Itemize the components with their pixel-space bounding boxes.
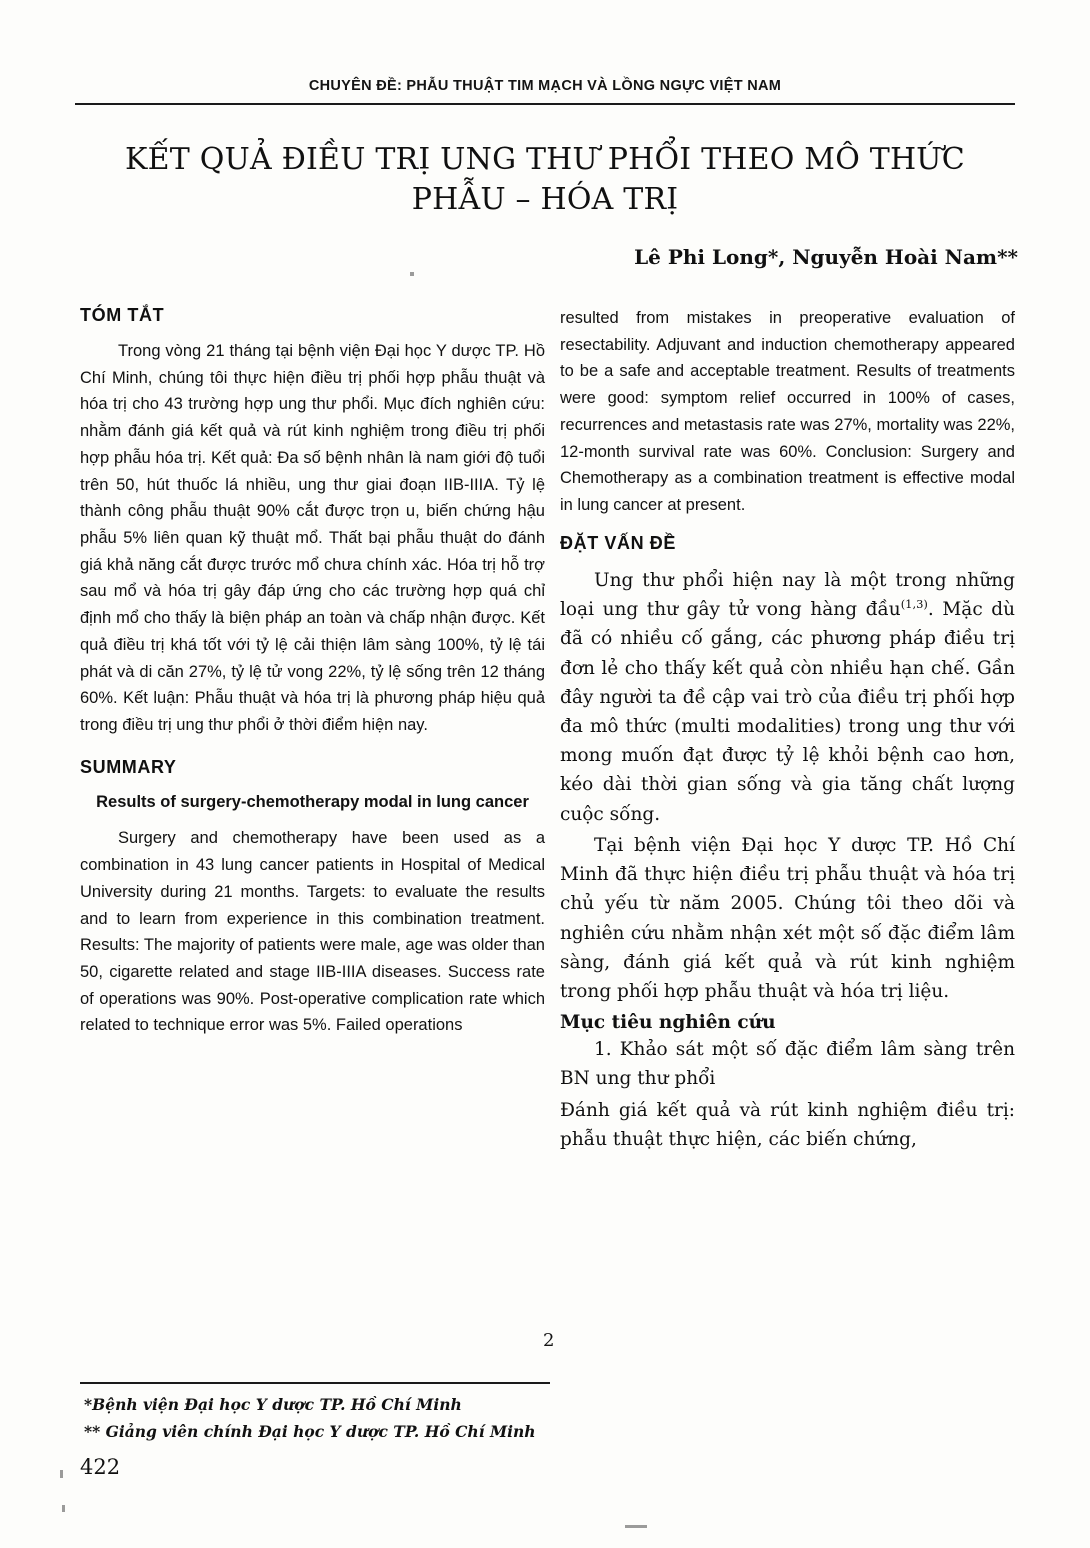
intro-paragraph-2: Tại bệnh viện Đại học Y dược TP. Hồ Chí Minh đã thực hiện điều trị phẫu thuật và hóa trị chủ yếu từ năm 2005. Chúng tôi theo dõi và nghiên cứu nhằm nhận xét một số đặc điểm lâm sàng, đánh giá kết quả và rút kinh nghiệm trong phối hợp phẫu thuật và hóa trị liệu. — [560, 834, 1015, 1002]
scan-speck — [62, 1505, 65, 1512]
summary-subtitle: Results of surgery-chemotherapy modal in lung cancer — [96, 792, 529, 811]
scan-speck — [410, 272, 414, 276]
abstract-english: Surgery and chemotherapy have been used as a combination in 43 lung cancer patients in Hospital of Medical University during 21 months. Targets: to evaluate the results and to learn from experience in this combination treatment. Results: The majority of patients were male, age was older than 50, cigarette related and stage IIB-IIIA diseases. Success rate of operations was 90%. Post-operative complication rate which related to technique error was 5%. Failed operations — [80, 829, 545, 1035]
right-column — [560, 305, 1015, 1156]
objective-item-2: Đánh giá kết quả và rút kinh nghiệm điều trị: phẫu thuật thực hiện, các biến chứng, — [560, 1099, 1015, 1150]
scan-speck — [60, 1470, 63, 1478]
intro-paragraph-1-part-b: . Mặc dù đã có nhiều cố gắng, các phương pháp điều trị đơn lẻ cho thấy kết quả còn nhiều hạn chế. Gần đây người ta đề cập vai trò của điều trị phối hợp đa mô thức (multi modalities) trong ung thư với mong muốn đạt được tỷ lệ khỏi bệnh cao hơn, kéo dài thời gian sống và gia tăng chất lượng cuộc sống. — [560, 599, 1016, 825]
page-title: KẾT QUẢ ĐIỀU TRỊ UNG THƯ PHỔI THEO MÔ THỨC PHẪU – HÓA TRỊ — [125, 142, 965, 217]
footnote-line-2: ** Giảng viên chính Đại học Y dược TP. Hồ Chí Minh — [84, 1421, 536, 1441]
page-number: 422 — [80, 1455, 121, 1479]
intro-paragraph-1 — [560, 566, 1015, 829]
objective-item-1: 1. Khảo sát một số đặc điểm lâm sàng trên BN ung thư phổi — [560, 1039, 1015, 1090]
subheading-muctieu: Mục tiêu nghiên cứu — [560, 1012, 776, 1034]
intro-paragraph-1-part-a: Ung thư phổi hiện nay là một trong những loại ung thư gây tử vong hàng đầu — [560, 569, 1015, 621]
citation-ref: (1,3) — [900, 596, 928, 611]
stray-digit-mark: 2 — [543, 1330, 555, 1351]
left-column — [80, 305, 545, 1043]
header-divider — [75, 103, 1015, 105]
abstract-vietnamese: Trong vòng 21 tháng tại bệnh viện Đại học Y dược TP. Hồ Chí Minh, chúng tôi thực hiện điều trị phối hợp phẫu thuật và hóa trị cho 43 trường hợp ung thư phổi. Mục đích nghiên cứu: nhằm đánh giá kết quả và rút kinh nghiệm trong điều trị phối hợp phẫu hóa trị. Kết quả: Đa số bệnh nhân là nam giới độ tuổi trên 50, hút thuốc lá nhiều, ung thư giai đoạn IIB-IIIA. Tỷ lệ thành công phẫu thuật 90% cắt được trọn u, biến chứng hậu phẫu 5% liên quan kỹ thuật mổ. Thất bại phẫu thuật do đánh giá khả năng cắt được trước mổ chưa chính xác. Hóa trị hỗ trợ sau mổ và hóa trị gây đáp ứng cho các trường hợp quá chỉ định mổ cho thấy là biện pháp an toàn và chấp nhận được. Kết quả điều trị khá tốt với tỷ lệ cải thiện lâm sàng 100%, tỷ lệ tái phát và di căn 27%, tỷ lệ tử vong 22%, tỷ lệ sống trên 12 tháng 60%. Kết luận: Phẫu thuật và hóa trị là phương pháp hiệu quả trong điều trị ung thư phổi ở thời điểm hiện nay. — [80, 342, 545, 735]
footnote-divider — [80, 1382, 550, 1384]
abstract-english-continued: resulted from mistakes in preoperative evaluation of resectability. Adjuvant and induction chemotherapy appeared to be a safe and acceptable treatment. Results of treatments were good: symptom relief occurred in 100% of cases, recurrences and metastasis rate was 27%, mortality was 22%, 12-month survival rate was 60%. Conclusion: Surgery and Chemotherapy as a combination treatment is effective modal in lung cancer at present. — [560, 309, 1015, 515]
scan-speck — [625, 1525, 647, 1528]
footnote-line-1: *Bệnh viện Đại học Y dược TP. Hồ Chí Minh — [84, 1395, 462, 1414]
running-head: CHUYÊN ĐỀ: PHẪU THUẬT TIM MẠCH VÀ LỒNG NGỰC VIỆT NAM — [308, 78, 782, 94]
section-heading-summary: SUMMARY — [80, 756, 177, 777]
section-heading-datvande: ĐẶT VẤN ĐỀ — [560, 532, 677, 553]
footnotes — [84, 1392, 604, 1445]
section-heading-tomtat: TÓM TẮT — [80, 305, 165, 325]
author-line: Lê Phi Long*, Nguyễn Hoài Nam** — [634, 245, 1018, 269]
